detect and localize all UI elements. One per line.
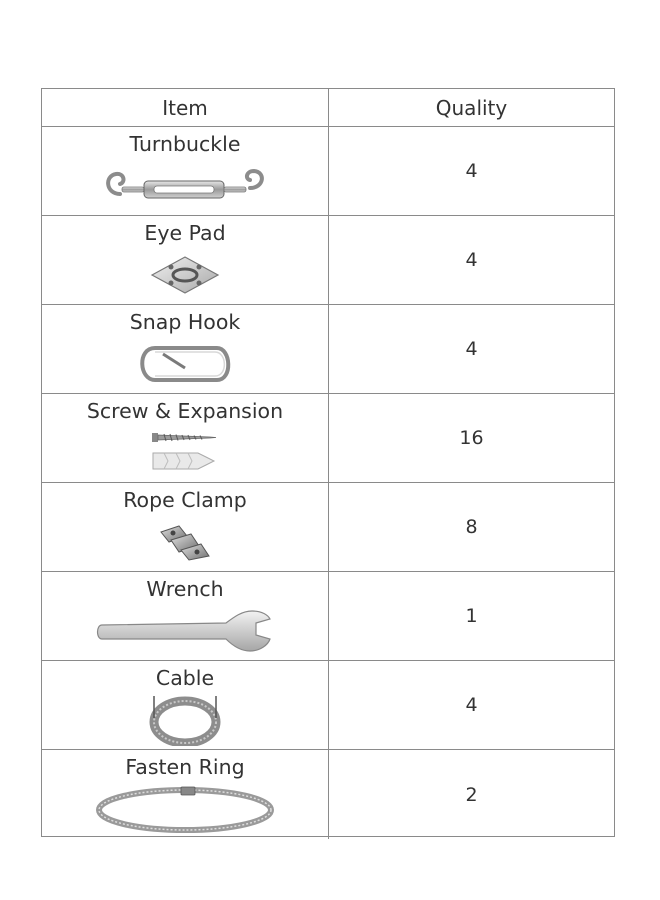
item-cell <box>42 483 329 571</box>
quantity-cell <box>329 216 614 304</box>
item-cell <box>42 661 329 749</box>
item-name: Screw & Expansion <box>86 399 284 423</box>
item-name: Eye Pad <box>144 221 226 245</box>
table-header-row <box>42 89 614 127</box>
table-row <box>42 750 614 839</box>
fasten-ring-icon <box>95 784 275 834</box>
quantity-cell <box>329 127 614 215</box>
quantity-cell <box>329 572 614 660</box>
table-row <box>42 127 614 216</box>
quantity-value: 8 <box>465 516 478 538</box>
quantity-value: 2 <box>465 783 478 806</box>
quantity-value: 1 <box>465 605 478 627</box>
item-name: Wrench <box>146 577 224 601</box>
quantity-cell <box>329 750 614 839</box>
item-name: Cable <box>155 666 215 690</box>
wrench-icon <box>96 606 274 656</box>
quantity-value: 4 <box>465 338 478 360</box>
table-row <box>42 394 614 483</box>
table-row <box>42 305 614 394</box>
quantity-value: 4 <box>465 694 478 716</box>
eye-pad-icon <box>148 250 222 300</box>
quantity-value: 4 <box>465 160 478 182</box>
quantity-value: 16 <box>459 427 484 449</box>
header-quality: Quality <box>435 95 508 120</box>
rope-clamp-icon <box>157 517 213 567</box>
quantity-cell <box>329 483 614 571</box>
item-name: Snap Hook <box>129 310 241 334</box>
item-name: Turnbuckle <box>129 132 241 156</box>
snap-hook-icon <box>133 339 237 389</box>
cable-icon <box>148 695 222 745</box>
item-cell <box>42 394 329 482</box>
item-cell <box>42 572 329 660</box>
table-row <box>42 483 614 572</box>
screw-expansion-icon <box>150 428 220 478</box>
item-name: Fasten Ring <box>125 755 245 779</box>
header-item: Item <box>42 89 329 126</box>
item-cell <box>42 305 329 393</box>
table-row <box>42 572 614 661</box>
item-cell <box>42 216 329 304</box>
parts-table <box>41 88 615 837</box>
item-cell <box>42 127 329 215</box>
table-row <box>42 661 614 750</box>
turnbuckle-icon <box>100 161 270 211</box>
item-name: Rope Clamp <box>123 488 247 512</box>
table-row <box>42 216 614 305</box>
quantity-value: 4 <box>465 249 478 271</box>
quantity-cell <box>329 661 614 749</box>
quantity-cell <box>329 394 614 482</box>
item-cell <box>42 750 329 839</box>
quantity-cell <box>329 305 614 393</box>
